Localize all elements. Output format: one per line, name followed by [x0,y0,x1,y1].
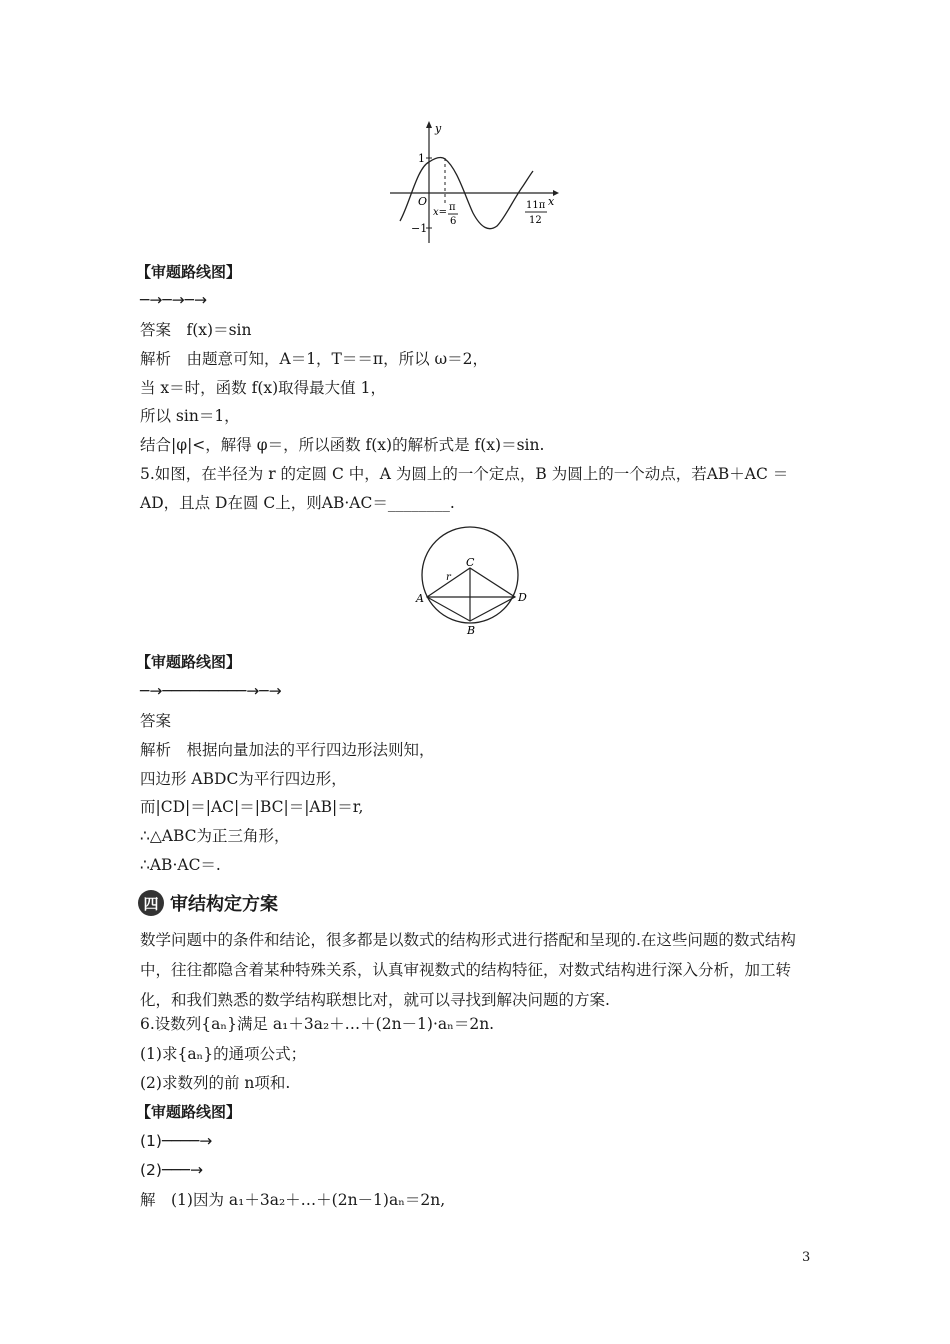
page-number: 3 [802,1250,811,1265]
y-label: y [435,122,442,135]
sine-graph-figure [385,118,565,248]
route-heading-2: 【审题路线图】 [136,653,242,671]
answer-4: 答案 f(x)＝sin [140,321,252,339]
label-d: D [518,591,527,604]
x-eq-label: x= [433,207,448,218]
solution-line1: 解 (1)因为 a₁＋3a₂＋…＋(2n－1)aₙ＝2n, [140,1191,446,1209]
label-a: A [416,592,424,605]
x-label: x [548,195,555,208]
analysis-5-line1: 解析 根据向量加法的平行四边形法则知， [140,741,435,759]
section-title: 审结构定方案 [170,894,278,915]
question-6-part1: (1)求{aₙ}的通项公式； [140,1045,307,1063]
route-part1: (1)────→ [140,1132,213,1150]
six-label: 6 [450,216,457,227]
label-c: C [466,556,475,569]
question-5-line2: AD，且点 D在圆 C上，则AB·AC＝________. [140,494,455,512]
route-heading-1: 【审题路线图】 [136,263,242,281]
analysis-4-line3: 所以 sin＝1， [140,407,240,425]
analysis-5-line2: 四边形 ABDC为平行四边形， [140,770,347,788]
y-axis-arrow [426,121,432,128]
answer-5: 答案 [140,712,172,730]
tick-label-neg1: −1 [411,222,428,235]
route-arrows-2: ─→─────────→─→ [140,682,282,700]
question-5-line1: 5.如图，在半径为 r 的定圆 C 中，A 为圆上的一个定点，B 为圆上的一个动点，若AB＋AC ＝ [140,465,789,483]
analysis-4-line2: 当 x＝时，函数 f(x)取得最大值 1， [140,379,386,397]
route-heading-3: 【审题路线图】 [136,1103,242,1121]
origin-label: O [418,195,428,208]
question-6: 6.设数列{aₙ}满足 a₁＋3a₂＋…＋(2n－1)·aₙ＝2n. [140,1015,495,1033]
label-b: B [467,624,476,637]
circle-figure [410,522,540,640]
route-arrows-1: ─→─→─→ [140,291,207,309]
eleven-pi-label: 11π [526,200,546,211]
analysis-5-line5: ∴AB·AC＝. [140,856,221,874]
pi-label: π [449,202,456,213]
section-paragraph: 数学问题中的条件和结论，很多都是以数式的结构形式进行搭配和呈现的.在这些问题的数式结构中，往往都隐含着某种特殊关系，认真审视数式的结构特征，对数式结构进行深入分析，加工转化，和我们熟悉的数学结构联想比对，就可以寻找到解决问题的方案. [140,931,796,1009]
analysis-5-line4: ∴△ABC为正三角形， [140,827,290,845]
section-heading [138,888,278,918]
twelve-label: 12 [529,215,542,226]
section-badge: 四 [138,890,164,916]
analysis-4-line4: 结合|φ|<，解得 φ＝，所以函数 f(x)的解析式是 f(x)＝sin. [140,436,545,454]
route-part2: (2)───→ [140,1161,203,1179]
label-r: r [446,572,451,583]
analysis-4-line1: 解析 由题意可知，A＝1，T＝＝π，所以 ω＝2， [140,350,489,368]
tick-label-1: 1 [418,152,425,165]
analysis-5-line3: 而|CD|＝|AC|＝|BC|＝|AB|＝r, [140,798,364,816]
question-6-part2: (2)求数列的前 n项和. [140,1074,291,1092]
